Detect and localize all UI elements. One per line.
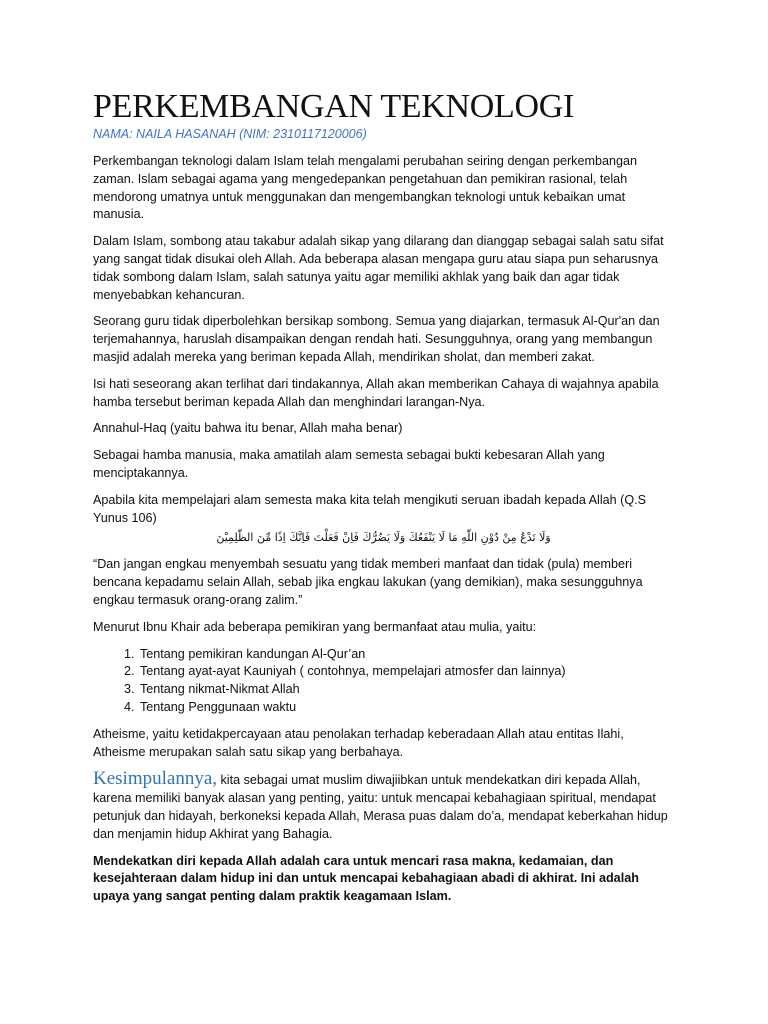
list-intro: Menurut Ibnu Khair ada beberapa pemikiran yang bermanfaat atau mulia, yaitu: <box>93 619 537 634</box>
paragraph-sombong: Dalam Islam, sombong atau takabur adalah sikap yang dilarang dan dianggap sebagai salah satu sifat yang sangat tidak disukai oleh Allah. Ada beberapa alasan mengapa guru atau siapa pun seharusnya tidak sombong dalam Islam, salah satunya yaitu agar memiliki akhlak yang baik dan agar tidak menyebabkan kehancuran. <box>93 234 664 302</box>
paragraph-atheism: Atheisme, yaitu ketidakpercayaan atau penolakan terhadap keberadaan Allah atau entitas Ilahi, Atheisme merupakan salah satu sikap yang berbahaya. <box>93 726 624 759</box>
paragraph-isi-hati: Isi hati seseorang akan terlihat dari tindakannya, Allah akan memberikan Cahaya di wajahnya apabila hamba tersebut beriman kepada Allah dan menghindari larangan-Nya. <box>93 376 659 409</box>
document-title: PERKEMBANGAN TEKNOLOGI <box>93 88 575 125</box>
thoughts-list <box>93 646 674 717</box>
paragraph-guru: Seorang guru tidak diperbolehkan bersikap sombong. Semua yang diajarkan, termasuk Al-Qur'an dan terjemahannya, haruslah disampaikan dengan rendah hati. Sesungguhnya, orang yang membangun masjid adalah mereka yang beriman kepada Allah, mendirikan sholat, dan memberi zakat. <box>93 314 660 364</box>
author-subtitle: NAMA: NAILA HASANAH (NIM: 2310117120006) <box>93 127 367 141</box>
closing-statement: Mendekatkan diri kepada Allah adalah cara untuk mencari rasa makna, kedamaian, dan kesejahteraan dalam hidup ini dan untuk mencapai kebahagiaan abadi di akhirat. Ini adalah upaya yang sangat penting dalam praktik keagamaan Islam. <box>93 853 639 904</box>
list-item: 3. Tentang nikmat-Nikmat Allah <box>138 681 674 699</box>
arabic-verse: وَلَا تَدْعُ مِنْ دُوْنِ اللّٰهِ مَا لَا يَنْفَعُكَ وَلَا يَضُرُّكَ فَاِنْ فَعَلْتَ فَاِنَّكَ اِذًا مِّنَ الظّٰلِمِيْنَ <box>216 531 551 545</box>
verse-translation: “Dan jangan engkau menyembah sesuatu yang tidak memberi manfaat dan tidak (pula) memberi bencana kepadamu selain Allah, sebab jika engkau lakukan (yang demikian), maka sesungguhnya engkau termasuk orang-orang zalim.” <box>93 557 643 607</box>
paragraph-hamba: Sebagai hamba manusia, maka amatilah alam semesta sebagai bukti kebesaran Allah yang menciptakannya. <box>93 448 605 480</box>
conclusion-heading: Kesimpulannya, <box>93 768 218 790</box>
paragraph-alam-semesta: Apabila kita mempelajari alam semesta maka kita telah mengikuti seruan ibadah kepada Allah (Q.S Yunus 106) <box>93 492 647 525</box>
list-item: 4. Tentang Penggunaan waktu <box>138 699 674 717</box>
list-item: 1. Tentang pemikiran kandungan Al-Qur’an <box>138 646 674 664</box>
conclusion-text: kita sebagai umat muslim diwajiibkan untuk mendekatkan diri kepada Allah, karena memiliki banyak alasan yang penting, yaitu: untuk mencapai kebahagiaan spiritual, mendapat petunjuk dan hidayah, berkoneksi kepada Allah, Merasa puas dalam do’a, mendapat keberkahan hidup dan menjamin hidup Akhirat yang Bahagia. <box>93 773 668 841</box>
list-item: 2. Tentang ayat-ayat Kauniyah ( contohnya, mempelajari atmosfer dan lainnya) <box>138 663 674 681</box>
paragraph-annahul-haq: Annahul-Haq (yaitu bahwa itu benar, Allah maha benar) <box>93 421 403 436</box>
conclusion-paragraph <box>93 770 674 843</box>
paragraph-intro: Perkembangan teknologi dalam Islam telah mengalami perubahan seiring dengan perkembangan zaman. Islam sebagai agama yang mengedepankan pengetahuan dan pemikiran rasional, telah mendorong umatnya untuk menggunakan dan mengembangkan teknologi untuk kebaikan umat manusia. <box>93 154 637 222</box>
